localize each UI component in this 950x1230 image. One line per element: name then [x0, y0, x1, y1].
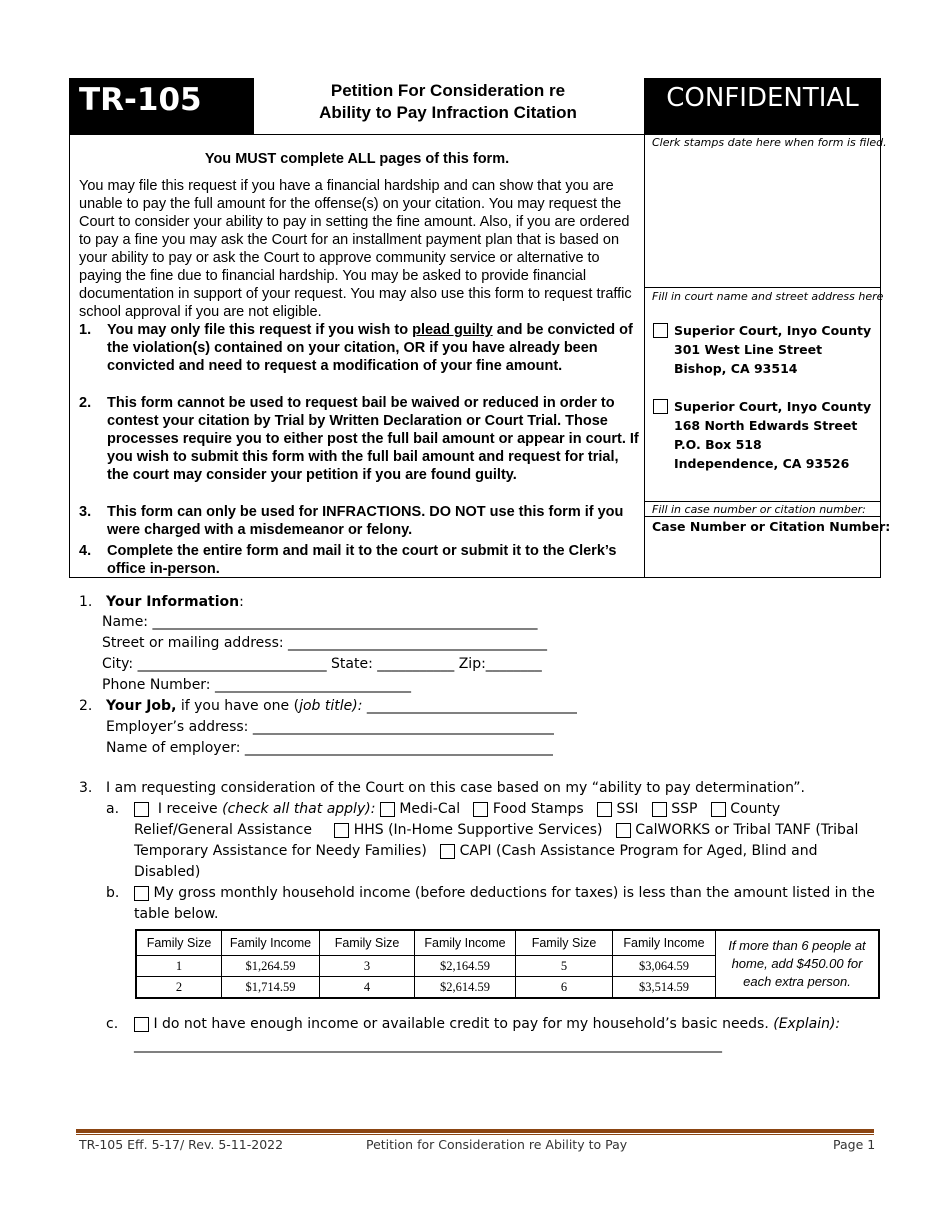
footer-rule: [76, 1134, 874, 1135]
county-relief-label: Relief/General Assistance: [134, 822, 312, 838]
rule-text: Complete the entire form and mail it to the court or submit it to the Clerk’s office in-person.: [107, 543, 617, 577]
capi-label: CAPI (Cash Assistance Program for Aged, Blind and: [459, 843, 818, 859]
county-relief-checkbox[interactable]: [711, 802, 726, 817]
employer-name-field[interactable]: Name of employer: ____________________________________________: [106, 740, 553, 756]
court-line: Superior Court, Inyo County: [674, 323, 872, 338]
court-line: Superior Court, Inyo County: [674, 399, 872, 414]
table-cell: $2,614.59: [415, 977, 516, 999]
table-cell: $3,064.59: [613, 956, 716, 977]
footer-form-title: Petition for Consideration re Ability to Pay: [366, 1137, 628, 1152]
footer-page-number: Page 1: [833, 1137, 876, 1152]
option-b-line2: table below.: [134, 906, 219, 922]
confidential-banner: CONFIDENTIAL: [644, 78, 881, 134]
section-colon: :: [239, 594, 244, 610]
rule-number: 4.: [79, 543, 92, 559]
capi-checkbox[interactable]: [440, 844, 455, 859]
court-line: Bishop, CA 93514: [674, 361, 798, 376]
rule-text: You may only file this request if you wish to: [107, 322, 413, 338]
check-all-text: (check all that apply):: [222, 801, 376, 817]
case-number-label: Case Number or Citation Number:: [652, 519, 891, 534]
section-1-heading: [79, 592, 244, 613]
rule-text: This form cannot be used to request bail be waived or reduced in order to contest your citation by Trial by Written Declaration or Court Trial. Those processes require you to either post the full bail amount or appear in court. If you wish to submit this form with the full bail amount and request for trial, the court may consider your petition if you are found guilty.: [107, 395, 639, 483]
table-header: Family Size: [320, 930, 415, 956]
section-3-text: I am requesting consideration of the Court on this case based on my “ability to pay determination”.: [106, 780, 805, 796]
court-bishop-checkbox[interactable]: [653, 323, 668, 338]
table-cell: $3,514.59: [613, 977, 716, 999]
option-letter: a.: [106, 801, 120, 817]
receive-text: I receive: [157, 801, 223, 817]
phone-number-field[interactable]: Phone Number: ____________________________: [102, 677, 411, 693]
ssi-checkbox[interactable]: [597, 802, 612, 817]
form-title-line1: Petition For Consideration re: [330, 81, 566, 100]
option-a-line4: Disabled): [134, 864, 201, 880]
form-title: [260, 80, 636, 124]
receive-benefits-checkbox[interactable]: [134, 802, 149, 817]
table-cell: 6: [516, 977, 613, 999]
option-a-line1: [106, 799, 781, 820]
rule-4: [79, 542, 639, 578]
ssp-checkbox[interactable]: [652, 802, 667, 817]
employer-address-field[interactable]: Employer’s address: ___________________________________________: [106, 719, 554, 735]
table-cell: $1,264.59: [222, 956, 320, 977]
hhs-label: HHS (In-Home Supportive Services): [353, 822, 603, 838]
table-cell: $1,714.59: [222, 977, 320, 999]
court-line: 301 West Line Street: [674, 342, 823, 357]
court-line: P.O. Box 518: [674, 437, 762, 452]
table-cell: 2: [136, 977, 222, 999]
table-cell: 3: [320, 956, 415, 977]
footer-rule: [76, 1129, 874, 1133]
court-option-independence: [653, 397, 871, 473]
table-header: Family Income: [415, 930, 516, 956]
food-stamps-checkbox[interactable]: [473, 802, 488, 817]
court-independence-checkbox[interactable]: [653, 399, 668, 414]
court-address-note: Fill in court name and street address here: [652, 290, 884, 303]
option-c-line1: [106, 1014, 841, 1035]
case-number-field[interactable]: [645, 536, 880, 576]
court-line: 168 North Edwards Street: [674, 418, 858, 433]
option-a-line3: [134, 841, 817, 862]
rule-number: 2.: [79, 395, 92, 411]
income-table: [135, 929, 880, 999]
table-cell: 1: [136, 956, 222, 977]
food-stamps-label: Food Stamps: [492, 801, 584, 817]
county-relief-label: County: [730, 801, 781, 817]
section-number: 3.: [79, 780, 93, 796]
rule-number: 1.: [79, 322, 92, 338]
option-b-line1: [106, 883, 875, 904]
ssi-label: SSI: [616, 801, 639, 817]
rule-underlined-text: plead guilty: [412, 322, 493, 338]
divider: [644, 516, 881, 517]
table-cell: 5: [516, 956, 613, 977]
form-title-line2: Ability to Pay Infraction Citation: [319, 103, 577, 122]
option-a-line2: [134, 820, 858, 841]
form-id: TR-105: [69, 78, 254, 134]
medi-cal-label: Medi-Cal: [399, 801, 461, 817]
divider: [644, 501, 881, 502]
job-title-label: job title):: [299, 698, 363, 714]
table-header: Family Income: [222, 930, 320, 956]
must-complete-notice: You MUST complete ALL pages of this form.: [204, 151, 510, 167]
rule-1: [79, 321, 639, 375]
table-header: Family Income: [613, 930, 716, 956]
section-number: 1.: [79, 594, 93, 610]
calworks-label: CalWORKS or Tribal TANF (Tribal: [635, 822, 859, 838]
job-text: if you have one (: [176, 698, 300, 714]
rule-2: [79, 394, 639, 484]
option-c-text: I do not have enough income or available credit to pay for my household’s basic needs.: [153, 1016, 774, 1032]
table-header: Family Size: [516, 930, 613, 956]
option-letter: c.: [106, 1016, 119, 1032]
instructions-intro: You may file this request if you have a financial hardship and can show that you are unable to pay the full amount for the offense(s) on your citation. You may request the Court to consider your ability to pay in setting the fine amount. Also, if you are ordered to pay a fine you may ask the Court for an installment payment plan that is based on your ability to pay or ask the Court to approve community service or alternative to paying the fine due to financial hardship. You may be asked to provide financial documentation in support of your request. You may also use this form to request traffic school approval if you are not eligible.: [79, 178, 632, 320]
section-3-intro: [79, 778, 805, 799]
street-address-field[interactable]: Street or mailing address: _____________________________________: [102, 635, 548, 651]
option-letter: b.: [106, 885, 120, 901]
basic-needs-checkbox[interactable]: [134, 1017, 149, 1032]
income-below-checkbox[interactable]: [134, 886, 149, 901]
section-number: 2.: [79, 698, 93, 714]
name-field[interactable]: Name: _______________________________________________________: [102, 614, 538, 630]
clerk-stamp-area[interactable]: [644, 149, 881, 286]
court-option-bishop: [653, 321, 871, 378]
table-header: Family Size: [136, 930, 222, 956]
clerk-stamp-note: Clerk stamps date here when form is filed.: [652, 136, 887, 149]
job-title-blank: ______________________________: [362, 698, 577, 714]
case-number-note: Fill in case number or citation number:: [652, 503, 866, 516]
job-title-field[interactable]: [79, 696, 577, 717]
table-cell: 4: [320, 977, 415, 999]
explain-field[interactable]: ____________________________________________________________________________________: [134, 1037, 722, 1053]
hhs-checkbox[interactable]: [334, 823, 349, 838]
calworks-checkbox[interactable]: [616, 823, 631, 838]
option-b-text: My gross monthly household income (before deductions for taxes) is less than the amount listed in the: [153, 885, 875, 901]
rule-3: [79, 503, 639, 539]
calworks-label: Temporary Assistance for Needy Families): [134, 843, 427, 859]
rule-text: and be convicted of the violation(s) contained on your citation, OR if you have already been convicted and need to request a modification of your fine amount.: [107, 322, 633, 374]
city-state-zip-field[interactable]: City: ___________________________ State: ___________ Zip:________: [102, 656, 542, 672]
table-note: If more than 6 people at home, add $450.00 for each extra person.: [716, 930, 880, 998]
explain-label: (Explain):: [773, 1016, 841, 1032]
ssp-label: SSP: [671, 801, 698, 817]
divider: [644, 287, 881, 288]
footer-form-revision: TR-105 Eff. 5-17/ Rev. 5-11-2022: [79, 1137, 284, 1152]
section-title: Your Job,: [106, 698, 177, 714]
rule-text: This form can only be used for INFRACTIONS. DO NOT use this form if you were charged with a misdemeanor or felony.: [107, 504, 624, 538]
rule-number: 3.: [79, 504, 92, 520]
court-line: Independence, CA 93526: [674, 456, 850, 471]
table-cell: $2,164.59: [415, 956, 516, 977]
section-title: Your Information: [106, 594, 240, 610]
medi-cal-checkbox[interactable]: [380, 802, 395, 817]
